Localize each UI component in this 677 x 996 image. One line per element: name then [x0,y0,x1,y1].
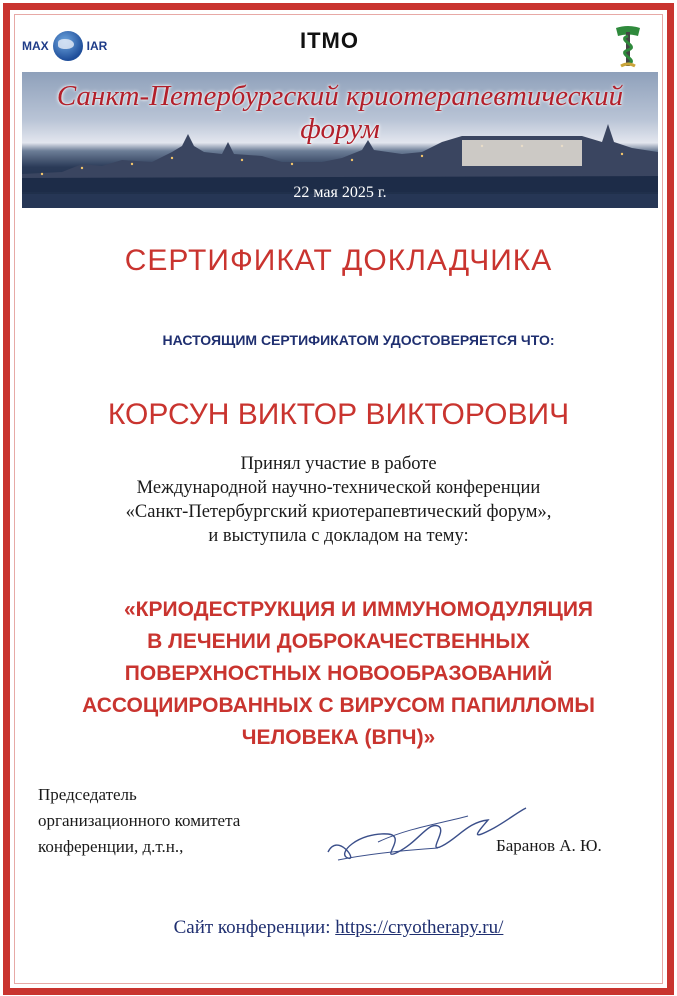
participation-line: Международной научно-технической конференции [136,478,541,498]
itmo-logo: ITMO [300,28,359,53]
chair-name: Баранов А. Ю. [496,836,602,855]
participation-line: и выступила с докладом на тему: [208,526,469,546]
report-topic [0,594,677,754]
site-label: Сайт конференции: [173,917,336,938]
chair-title-line: Председатель [38,785,137,804]
site-link[interactable]: https://cryotherapy.ru/ [335,917,504,938]
maxiar-logo-right: IAR [86,39,108,53]
participation-line: Принял участие в работе [240,454,437,474]
topic-line: ПОВЕРХНОСТНЫХ НОВООБРАЗОВАНИЙ [124,662,553,685]
chair-title-line: конференции, д.т.н., [38,837,184,856]
signature-image [318,792,530,872]
participation-text [0,452,677,548]
maxiar-logo [22,24,110,68]
conference-site [0,917,677,939]
participation-line: «Санкт-Петербургский криотерапевтический форум», [125,502,552,522]
topic-line: ЧЕЛОВЕКА (ВПЧ)» [241,726,436,749]
certificate-title: СЕРТИФИКАТ ДОКЛАДЧИКА [124,244,553,277]
recipient-name: КОРСУН ВИКТОР ВИКТОРОВИЧ [107,398,570,431]
chair-title [38,782,240,860]
forum-banner-title: Санкт-Петербургский криотерапевтический форум [56,80,624,145]
topic-line: АССОЦИИРОВАННЫХ С ВИРУСОМ ПАПИЛЛОМЫ [82,694,595,717]
topic-line: В ЛЕЧЕНИИ ДОБРОКАЧЕСТВЕННЫХ [147,630,530,653]
globe-icon [53,31,83,61]
caduceus-icon [610,22,646,70]
forum-date: 22 мая 2025 г. [293,184,387,201]
chair-title-line: организационного комитета [38,811,241,830]
topic-line: «КРИОДЕСТРУКЦИЯ И ИММУНОМОДУЛЯЦИЯ [123,598,594,621]
maxiar-logo-left: MAX [22,39,49,53]
certificate-subtitle: НАСТОЯЩИМ СЕРТИФИКАТОМ УДОСТОВЕРЯЕТСЯ ЧТО: [162,332,555,348]
